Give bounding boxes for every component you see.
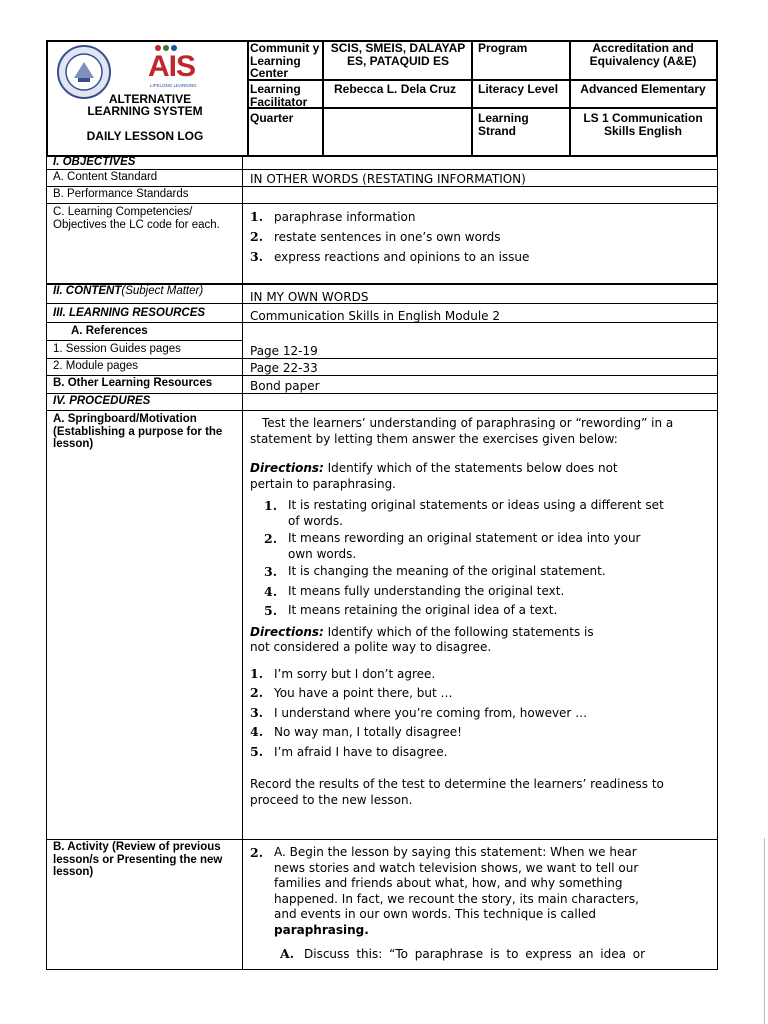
directions-1: Directions: Identify which of the statements below does not pertain to paraphrasing. (250, 461, 618, 491)
content-standard-label: A. Content Standard (53, 171, 158, 183)
als-logo-text: AIS (148, 50, 196, 83)
als-logo-tag: LIFELONG LEARNING (150, 83, 197, 88)
list-item: 4. No way man, I totally disagree! (250, 724, 462, 739)
list-item: 2. restate sentences in one’s own words (250, 229, 501, 244)
list-item: 2. You have a point there, but … (250, 685, 453, 700)
record-paragraph: Record the results of the test to determine the learners’ readiness to proceed to the new lesson. (250, 777, 664, 807)
facilitator-label: Learning Facilitator (250, 82, 308, 109)
activity-label: B. Activity (Review of previous lesson/s or Presenting the new lesson) (53, 841, 223, 878)
springboard-content (250, 416, 690, 808)
list-item: 3. It is changing the meaning of the original statement. (264, 564, 606, 579)
clc-label: Communit y Learning Center (250, 41, 320, 80)
other-resources-value: Bond paper (250, 379, 320, 393)
procedures-heading: IV. PROCEDURES (53, 395, 151, 407)
objectives-heading: I. OBJECTIVES (53, 156, 136, 168)
quarter-label: Quarter (250, 111, 294, 125)
module-pages-value: Page 22-33 (250, 361, 318, 375)
exercise-list-1 (264, 498, 664, 619)
title-learning-system: LEARNING SYSTEM (87, 104, 203, 118)
competencies-label: C. Learning Competencies/ Objectives the LC code for each. (53, 206, 220, 231)
module-pages-label: 2. Module pages (53, 360, 139, 372)
literacy-label: Literacy Level (478, 82, 559, 96)
als-logo (146, 44, 196, 92)
content-standard-value: IN OTHER WORDS (RESTATING INFORMATION) (250, 172, 526, 186)
session-guides-label: 1. Session Guides pages (53, 343, 181, 355)
list-item: 1. I’m sorry but I don’t agree. (250, 665, 436, 681)
page-edge-line (764, 838, 765, 1024)
list-item: 2. It means rewording an original statement or idea into your own words. (264, 531, 641, 561)
title-daily-lesson-log: DAILY LESSON LOG (86, 129, 204, 143)
strand-value: LS 1 Communication Skills English (583, 111, 703, 138)
list-item: 1. It is restating original statements or ideas using a different set of words. (264, 498, 664, 528)
literacy-value: Advanced Elementary (580, 82, 706, 96)
discuss-line: A. Discuss this: “To paraphrase is to express an idea or (280, 946, 646, 961)
clc-value: SCIS, SMEIS, DALAYAP ES, PATAQUID ES (330, 41, 466, 68)
list-item: 5. I’m afraid I have to disagree. (250, 743, 448, 759)
facilitator-value: Rebecca L. Dela Cruz (334, 82, 457, 96)
intro-paragraph: Test the learners’ understanding of paraphrasing or “rewording” in a statement by letting them answer the exercises given below: (250, 416, 674, 446)
content-value: IN MY OWN WORDS (250, 290, 369, 304)
list-item: 3. express reactions and opinions to an issue (250, 249, 530, 264)
performance-standards-label: B. Performance Standards (53, 188, 189, 200)
list-item: 4. It means fully understanding the original text. (264, 583, 565, 599)
resources-heading: III. LEARNING RESOURCES (53, 307, 206, 319)
list-item: 5. It means retaining the original idea of a text. (264, 603, 558, 618)
directions-2: Directions: Identify which of the following statements is not considered a polite way to disagree. (250, 624, 594, 654)
list-item: 1. paraphrase information (250, 209, 416, 224)
resources-value: Communication Skills in English Module 2 (250, 309, 501, 323)
other-resources-label: B. Other Learning Resources (53, 377, 213, 389)
content-heading: II. CONTENT(Subject Matter) (53, 285, 204, 297)
springboard-label: A. Springboard/Motivation (Establishing a purpose for the lesson) (53, 413, 223, 450)
strand-label: Learning Strand (478, 111, 529, 138)
title-alternative: ALTERNATIVE (108, 92, 192, 106)
list-item: 3. I understand where you’re coming from, however … (250, 704, 588, 720)
references-label: A. References (71, 325, 148, 337)
session-guides-value: Page 12-19 (250, 344, 318, 358)
exercise-list-2 (250, 666, 670, 764)
activity-content (250, 845, 690, 963)
program-label: Program (478, 41, 528, 55)
activity-paragraph: 2. A. Begin the lesson by saying this statement: When we hear news stories and watch television shows, we want to tell our families and friends about what, how, and why something happened. In fact, we recount the story, its main characters, and events in our own words. This technique is called paraphrasing. (250, 845, 639, 937)
competencies-list (250, 209, 710, 269)
program-value: Accreditation and Equivalency (A&E) (589, 41, 697, 68)
